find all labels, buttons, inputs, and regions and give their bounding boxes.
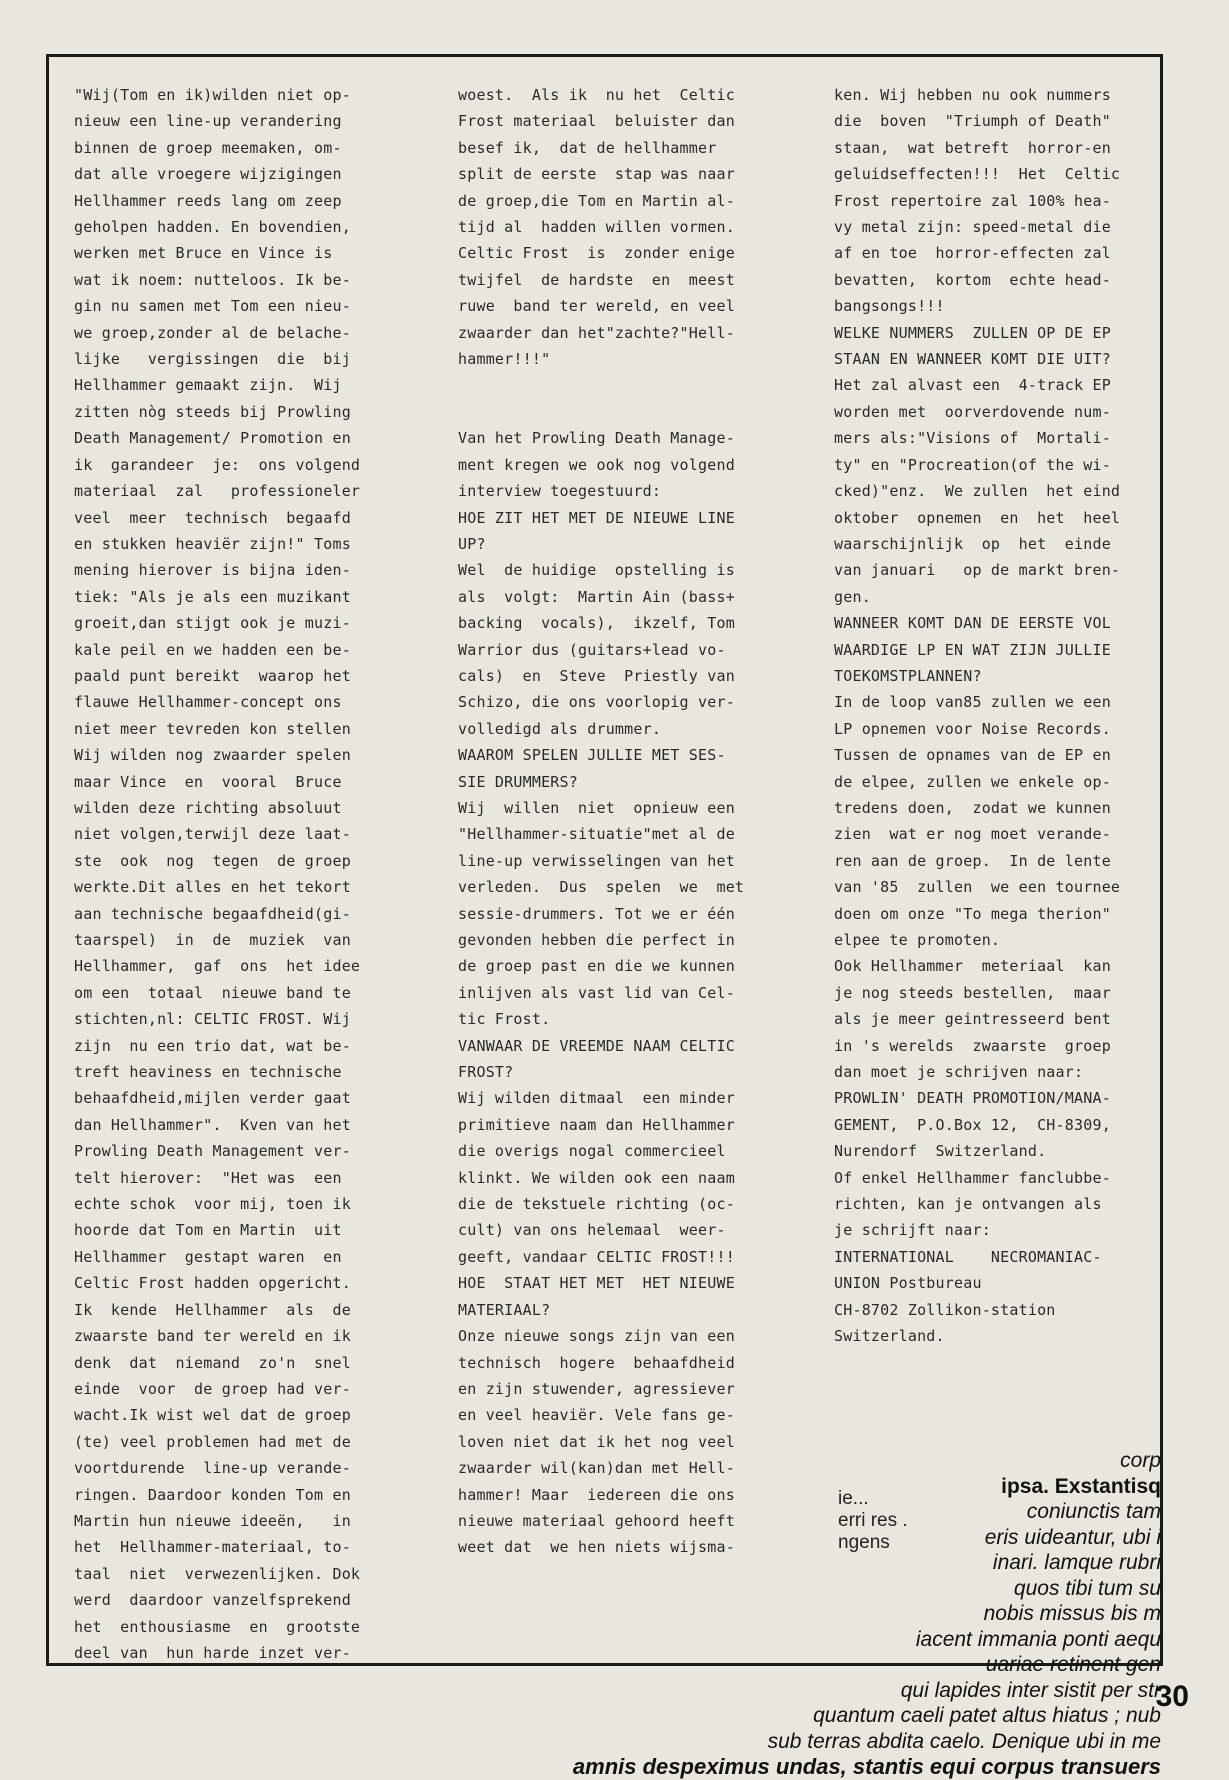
latin-line: quos tibi tum su — [1013, 1576, 1161, 1600]
text-line: WAAROM SPELEN JULLIE MET SES- — [458, 746, 726, 765]
text-line: je schrijft naar: — [834, 1221, 991, 1240]
text-line: In de loop van85 zullen we een — [834, 693, 1111, 712]
text-line: Wij willen niet opnieuw een — [458, 798, 735, 817]
text-line: werd daardoor vanzelfsprekend — [74, 1591, 351, 1610]
text-line: die de tekstuele richting (oc- — [458, 1195, 735, 1214]
text-line: FROST? — [458, 1063, 514, 1082]
text-line: taarspel) in de muziek van — [74, 931, 351, 949]
text-line: richten, kan je ontvangen als — [834, 1195, 1102, 1214]
text-line: Hellhammer gemaakt zijn. Wij — [74, 376, 342, 395]
text-line: we groep,zonder al de belache- — [74, 323, 351, 342]
text-line: HOE STAAT HET MET HET NIEUWE — [458, 1274, 735, 1293]
text-line: Hellhammer gestapt waren en — [74, 1247, 342, 1266]
text-line: die overigs nogal commercieel — [458, 1142, 726, 1161]
article-column-left — [74, 82, 360, 1666]
text-line: ik garandeer je: ons volgend — [74, 455, 361, 474]
text-line: stichten,nl: CELTIC FROST. Wij — [74, 1010, 351, 1029]
latin-line: amnis despeximus undas, stantis equi corpus transuers — [572, 1754, 1161, 1779]
text-line: veel meer technisch begaafd — [74, 508, 351, 527]
text-line: telt hierover: "Het was een — [74, 1168, 342, 1187]
text-line: geeft, vandaar CELTIC FROST!!! — [458, 1247, 735, 1266]
text-line: twijfel de hardste en meest — [458, 270, 735, 289]
text-line: weet dat we hen niets wijsma- — [458, 1538, 735, 1557]
latin-line: corp — [1120, 1449, 1161, 1472]
text-line: zien wat er nog moet verande- — [834, 825, 1111, 844]
text-line: Warrior dus (guitars+lead vo- — [458, 640, 726, 659]
text-line: primitieve naam dan Hellhammer — [458, 1115, 735, 1134]
text-line: Tussen de opnames van de EP en — [834, 746, 1111, 765]
latin-line: inari. lamque rubri — [992, 1551, 1161, 1574]
text-line: als volgt: Martin Ain (bass+ — [458, 587, 735, 606]
text-line: UP? — [458, 534, 486, 553]
text-line: de elpee, zullen we enkele op- — [834, 772, 1111, 791]
text-line: Schizo, die ons voorlopig ver- — [458, 693, 735, 712]
text-line: maar Vince en vooral Bruce — [74, 772, 342, 791]
text-line: volledigd als drummer. — [458, 719, 662, 738]
text-line: verleden. Dus spelen we met — [458, 878, 745, 897]
text-line: Switzerland. — [834, 1327, 945, 1346]
text-line: lijke vergissingen die bij — [74, 350, 351, 369]
text-line: geluidseffecten!!! Het Celtic — [834, 165, 1121, 184]
text-line: de groep,die Tom en Martin al- — [458, 191, 735, 210]
text-line: GEMENT, P.O.Box 12, CH-8309, — [834, 1115, 1111, 1134]
text-line: Hellhammer reeds lang om zeep — [74, 191, 342, 210]
text-line: WANNEER KOMT DAN DE EERSTE VOL — [834, 614, 1111, 633]
latin-line: eris uideantur, ubi i — [984, 1525, 1161, 1549]
text-line: materiaal zal professioneler — [74, 482, 361, 501]
text-line: tijd al hadden willen vormen. — [458, 218, 735, 237]
text-line: einde voor de groep had ver- — [74, 1379, 351, 1398]
latin-line: uariae retinent gen — [985, 1653, 1161, 1676]
page-number: 30 — [1155, 1680, 1189, 1713]
article-column-middle — [458, 82, 744, 1561]
text-line: Celtic Frost hadden opgericht. — [74, 1274, 351, 1293]
text-line: cked)"enz. We zullen het eind — [834, 482, 1121, 501]
text-line: cals) en Steve Priestly van — [458, 666, 735, 685]
latin-line: coniunctis tam — [1026, 1500, 1161, 1523]
text-line: waarschijnlijk op het einde — [834, 534, 1111, 553]
text-line: wacht.Ik wist wel dat de groep — [74, 1406, 351, 1425]
text-line: Death Management/ Promotion en — [74, 429, 351, 448]
text-line: split de eerste stap was naar — [458, 165, 735, 184]
text-line: om een totaal nieuwe band te — [74, 983, 351, 1002]
text-line: worden met oorverdovende num- — [834, 402, 1111, 421]
latin-line: iacent immania ponti aequ — [915, 1627, 1161, 1651]
text-line: gen. — [834, 587, 871, 606]
text-line: inlijven als vast lid van Cel- — [458, 983, 735, 1002]
text-line: line-up verwisselingen van het — [458, 851, 735, 870]
text-line: Celtic Frost is zonder enige — [458, 244, 735, 263]
text-line: dat alle vroegere wijzigingen — [74, 165, 342, 184]
text-line: ty" en "Procreation(of the wi- — [834, 455, 1111, 474]
text-line: ruwe band ter wereld, en veel — [458, 297, 735, 316]
text-line: dan Hellhammer". Kven van het — [74, 1115, 351, 1134]
text-line: het Hellhammer-materiaal, to- — [74, 1538, 351, 1557]
text-line: echte schok voor mij, toen ik — [74, 1195, 351, 1214]
text-line: interview toegestuurd: — [458, 482, 662, 501]
text-line: WAARDIGE LP EN WAT ZIJN JULLIE — [834, 640, 1111, 659]
text-line: van januari op de markt bren- — [834, 561, 1121, 580]
fragment-line: erri res . — [838, 1510, 908, 1531]
text-line: aan technische begaafdheid(gi- — [74, 904, 351, 923]
latin-collage-text — [573, 1448, 1161, 1780]
text-line: treft heaviness en technische — [74, 1063, 342, 1082]
text-line: geholpen hadden. En bovendien, — [74, 218, 351, 237]
text-line: hoorde dat Tom en Martin uit — [74, 1221, 342, 1240]
text-line: niet meer tevreden kon stellen — [74, 719, 351, 738]
text-line: als je meer geintresseerd bent — [834, 1010, 1111, 1029]
text-line: Of enkel Hellhammer fanclubbe- — [834, 1168, 1111, 1187]
text-line: loven niet dat ik het nog veel — [458, 1432, 735, 1451]
text-line: (te) veel problemen had met de — [74, 1432, 351, 1451]
text-line: Hellhammer, gaf ons het idee — [74, 957, 361, 976]
text-line: hammer!!!" — [458, 350, 551, 369]
text-line: LP opnemen voor Noise Records. — [834, 719, 1111, 738]
text-line: deel van hun harde inzet ver- — [74, 1643, 351, 1662]
latin-line: sub terras abdita caelo. Denique ubi in me — [767, 1729, 1161, 1753]
text-line: flauwe Hellhammer-concept ons — [74, 693, 342, 712]
text-line: denk dat niemand zo'n snel — [74, 1353, 351, 1372]
text-line: Wij wilden ditmaal een minder — [458, 1089, 735, 1108]
text-line: TOEKOMSTPLANNEN? — [834, 666, 982, 685]
text-line: Prowling Death Management ver- — [74, 1142, 351, 1161]
text-line: klinkt. We wilden ook een naam — [458, 1168, 735, 1187]
text-line: kale peil en we hadden een be- — [74, 640, 351, 659]
text-line: ringen. Daardoor konden Tom en — [74, 1485, 351, 1504]
text-line: wilden deze richting absoluut — [74, 798, 342, 817]
text-line: technisch hogere behaafdheid — [458, 1353, 735, 1372]
text-line: en veel heaviër. Vele fans ge- — [458, 1406, 735, 1425]
latin-line: qui lapides inter sistit per str — [900, 1678, 1161, 1702]
text-line: groeit,dan stijgt ook je muzi- — [74, 614, 351, 633]
text-line: UNION Postbureau — [834, 1274, 982, 1293]
text-line: "Wij(Tom en ik)wilden niet op- — [74, 86, 351, 104]
text-line: bangsongs!!! — [834, 297, 945, 316]
text-line: Het zal alvast een 4-track EP — [834, 376, 1111, 395]
text-line: en stukken heaviër zijn!" Toms — [74, 534, 351, 553]
text-line: werkte.Dit alles en het tekort — [74, 878, 351, 897]
text-line: besef ik, dat de hellhammer — [458, 138, 717, 157]
text-line: zijn nu een trio dat, wat be- — [74, 1036, 351, 1055]
text-line: staan, wat betreft horror-en — [834, 138, 1111, 157]
text-line: MATERIAAL? — [458, 1300, 551, 1319]
text-line: mening hierover is bijna iden- — [74, 561, 351, 580]
text-line: werken met Bruce en Vince is — [74, 244, 333, 263]
text-line: doen om onze "To mega therion" — [834, 904, 1111, 923]
text-line: taal niet verwezenlijken. Dok — [74, 1564, 361, 1583]
text-line: PROWLIN' DEATH PROMOTION/MANA- — [834, 1089, 1111, 1108]
article-column-right — [834, 82, 1120, 1350]
text-line — [458, 399, 744, 425]
text-line: zwaarste band ter wereld en ik — [74, 1327, 351, 1346]
text-line: tic Frost. — [458, 1010, 551, 1029]
text-line: binnen de groep meemaken, om- — [74, 138, 342, 157]
fragment-line: ngens — [838, 1532, 890, 1553]
text-line: nieuwe materiaal gehoord heeft — [458, 1511, 735, 1530]
text-line: zitten nòg steeds bij Prowling — [74, 402, 351, 421]
text-line: "Hellhammer-situatie"met al de — [458, 825, 735, 844]
text-line: vy metal zijn: speed-metal die — [834, 218, 1111, 237]
text-line: af en toe horror-effecten zal — [834, 244, 1111, 263]
text-line: gevonden hebben die perfect in — [458, 931, 735, 949]
text-line: voortdurende line-up verande- — [74, 1459, 351, 1478]
text-line: in 's werelds zwaarste groep — [834, 1036, 1111, 1055]
text-line — [458, 372, 744, 398]
latin-line: quantum caeli patet altus hiatus ; nub — [813, 1704, 1161, 1727]
text-line: wat ik noem: nutteloos. Ik be- — [74, 270, 351, 289]
fragment-line: ie... — [838, 1488, 869, 1509]
text-line: Wij wilden nog zwaarder spelen — [74, 746, 351, 765]
text-line: CH-8702 Zollikon-station — [834, 1300, 1056, 1319]
text-line: HOE ZIT HET MET DE NIEUWE LINE — [458, 508, 735, 527]
text-line: behaafdheid,mijlen verder gaat — [74, 1089, 351, 1108]
text-line: en zijn stuwender, agressiever — [458, 1379, 735, 1398]
text-line: Ik kende Hellhammer als de — [74, 1300, 351, 1319]
text-line: tiek: "Als je als een muzikant — [74, 587, 351, 606]
text-line: de groep past en die we kunnen — [458, 957, 735, 976]
text-line: Van het Prowling Death Manage- — [458, 429, 735, 448]
text-line: die boven "Triumph of Death" — [834, 112, 1111, 131]
latin-line: nobis missus bis m — [983, 1602, 1161, 1625]
text-line: oktober opnemen en het heel — [834, 508, 1121, 527]
text-line: WELKE NUMMERS ZULLEN OP DE EP — [834, 323, 1111, 342]
text-line: STAAN EN WANNEER KOMT DIE UIT? — [834, 350, 1111, 369]
text-line: Wel de huidige opstelling is — [458, 561, 735, 580]
text-line: woest. Als ik nu het Celtic — [458, 86, 735, 104]
text-line: SIE DRUMMERS? — [458, 772, 578, 791]
text-line: Frost materiaal beluister dan — [458, 112, 735, 131]
text-line: Martin hun nieuwe ideeën, in — [74, 1511, 351, 1530]
text-line: ment kregen we ook nog volgend — [458, 455, 735, 474]
text-line: niet volgen,terwijl deze laat- — [74, 825, 351, 844]
text-line: gin nu samen met Tom een nieu- — [74, 297, 351, 316]
text-line: het enthousiasme en grootste — [74, 1617, 361, 1636]
text-line: VANWAAR DE VREEMDE NAAM CELTIC — [458, 1036, 735, 1055]
text-line: je nog steeds bestellen, maar — [834, 983, 1111, 1002]
text-line: INTERNATIONAL NECROMANIAC- — [834, 1247, 1102, 1266]
text-line: Frost repertoire zal 100% hea- — [834, 191, 1111, 210]
text-line: Nurendorf Switzerland. — [834, 1142, 1047, 1161]
text-line: bevatten, kortom echte head- — [834, 270, 1111, 289]
text-line: paald punt bereikt waarop het — [74, 666, 351, 685]
text-line: dan moet je schrijven naar: — [834, 1063, 1084, 1082]
text-line: ken. Wij hebben nu ook nummers — [834, 86, 1111, 104]
text-line: elpee te promoten. — [834, 931, 1001, 949]
text-line: sessie-drummers. Tot we er één — [458, 904, 735, 923]
text-line: hammer! Maar iedereen die ons — [458, 1485, 735, 1504]
text-line: mers als:"Visions of Mortali- — [834, 429, 1111, 448]
text-line: cult) van ons helemaal weer- — [458, 1221, 726, 1240]
text-line: Onze nieuwe songs zijn van een — [458, 1327, 735, 1346]
text-line: van '85 zullen we een tournee — [834, 878, 1121, 897]
text-line: nieuw een line-up verandering — [74, 112, 342, 131]
text-line: Ook Hellhammer meteriaal kan — [834, 957, 1111, 976]
text-line: ste ook nog tegen de groep — [74, 851, 351, 870]
latin-line: ipsa. Exstantisq — [1001, 1474, 1161, 1498]
text-line: zwaarder wil(kan)dan met Hell- — [458, 1459, 735, 1478]
text-line: tredens doen, zodat we kunnen — [834, 798, 1111, 817]
text-line: ren aan de groep. In de lente — [834, 851, 1111, 870]
text-line: backing vocals), ikzelf, Tom — [458, 614, 735, 633]
text-line: zwaarder dan het"zachte?"Hell- — [458, 323, 735, 342]
